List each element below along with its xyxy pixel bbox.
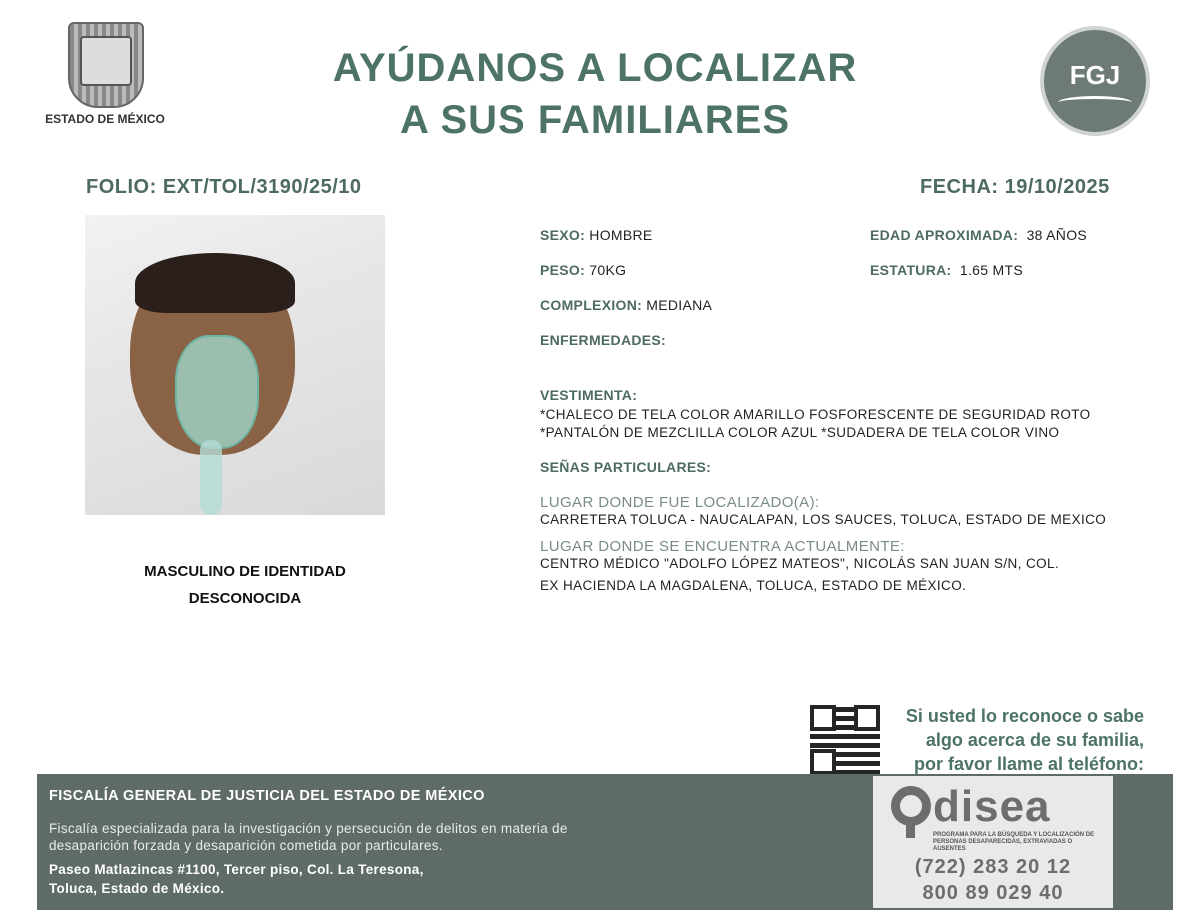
phone-number-2[interactable]: 800 89 029 40: [922, 882, 1064, 904]
person-caption: [110, 558, 380, 612]
lugar-localizado-label: LUGAR DONDE FUE LOCALIZADO(A):: [540, 494, 820, 511]
page-title: [240, 42, 950, 146]
vestimenta-line-1: *CHALECO DE TELA COLOR AMARILLO FOSFORESCENTE DE SEGURIDAD ROTO: [540, 407, 1091, 422]
lugar-actual-label: LUGAR DONDE SE ENCUENTRA ACTUALMENTE:: [540, 538, 905, 555]
vestimenta-label: VESTIMENTA:: [540, 387, 638, 403]
caption-line-1: MASCULINO DE IDENTIDAD: [144, 563, 346, 580]
sexo-field: SEXO: HOMBRE: [540, 227, 653, 243]
caption-line-2: DESCONOCIDA: [188, 590, 302, 607]
oxygen-mask-icon: [175, 335, 259, 449]
address-line-1: Paseo Matlazincas #1100, Tercer piso, Col. La Teresona,: [49, 862, 424, 877]
help-line-3: por favor llame al teléfono:: [913, 754, 1144, 774]
lugar-actual-line-1: CENTRO MÉDICO "ADOLFO LÓPEZ MATEOS", NICOLÁS SAN JUAN S/N, COL.: [540, 556, 1060, 571]
help-line-2: algo acerca de su familia,: [925, 730, 1144, 750]
folio: FOLIO: EXT/TOL/3190/25/10: [86, 176, 362, 198]
qr-code-icon[interactable]: [810, 705, 880, 775]
odisea-panel: [873, 776, 1113, 908]
estado-de-mexico-logo: [40, 20, 170, 130]
person-photo: [85, 215, 385, 515]
complexion-field: COMPLEXION: MEDIANA: [540, 297, 713, 313]
help-message: [880, 704, 1144, 776]
odisea-logo-icon: [891, 786, 931, 826]
fgj-logo-label: FGJ: [1069, 60, 1121, 90]
enfermedades-label: ENFERMEDADES:: [540, 332, 667, 348]
footer: [37, 774, 1173, 910]
coat-of-arms-icon: [68, 22, 144, 108]
senas-label: SEÑAS PARTICULARES:: [540, 459, 712, 475]
odisea-subtitle: PROGRAMA PARA LA BÚSQUEDA Y LOCALIZACIÓN DE PERSONAS DESAPARECIDAS, EXTRAVIADAS O AUSENTES: [933, 832, 1095, 852]
fgj-logo: [1040, 26, 1150, 136]
odisea-brand: disea: [933, 782, 1051, 831]
lugar-localizado-value: CARRETERA TOLUCA - NAUCALAPAN, LOS SAUCES, TOLUCA, ESTADO DE MEXICO: [540, 512, 1107, 527]
wings-icon: [1058, 96, 1132, 109]
peso-field: PESO: 70KG: [540, 262, 627, 278]
lugar-actual-line-2: EX HACIENDA LA MAGDALENA, TOLUCA, ESTADO DE MÉXICO.: [540, 578, 967, 593]
estatura-field: ESTATURA: 1.65 MTS: [870, 262, 1023, 278]
help-line-1: Si usted lo reconoce o sabe: [905, 706, 1144, 726]
address-line-2: Toluca, Estado de México.: [49, 881, 225, 896]
title-line-1: AYÚDANOS A LOCALIZAR: [332, 46, 858, 90]
vestimenta-line-2: *PANTALÓN DE MEZCLILLA COLOR AZUL *SUDADERA DE TELA COLOR VINO: [540, 425, 1060, 440]
estado-logo-label: ESTADO DE MÉXICO: [45, 112, 165, 126]
footer-description: Fiscalía especializada para la investigación y persecución de delitos en materia de desaparición forzada y desaparición cometida por particulares.: [49, 821, 568, 853]
edad-field: EDAD APROXIMADA: 38 AÑOS: [870, 227, 1088, 243]
fecha: FECHA: 19/10/2025: [920, 176, 1110, 198]
footer-address: [49, 860, 609, 898]
footer-heading: FISCALÍA GENERAL DE JUSTICIA DEL ESTADO DE MÉXICO: [49, 788, 485, 804]
title-line-2: A SUS FAMILIARES: [399, 98, 791, 142]
phone-number-1[interactable]: (722) 283 20 12: [914, 856, 1072, 878]
